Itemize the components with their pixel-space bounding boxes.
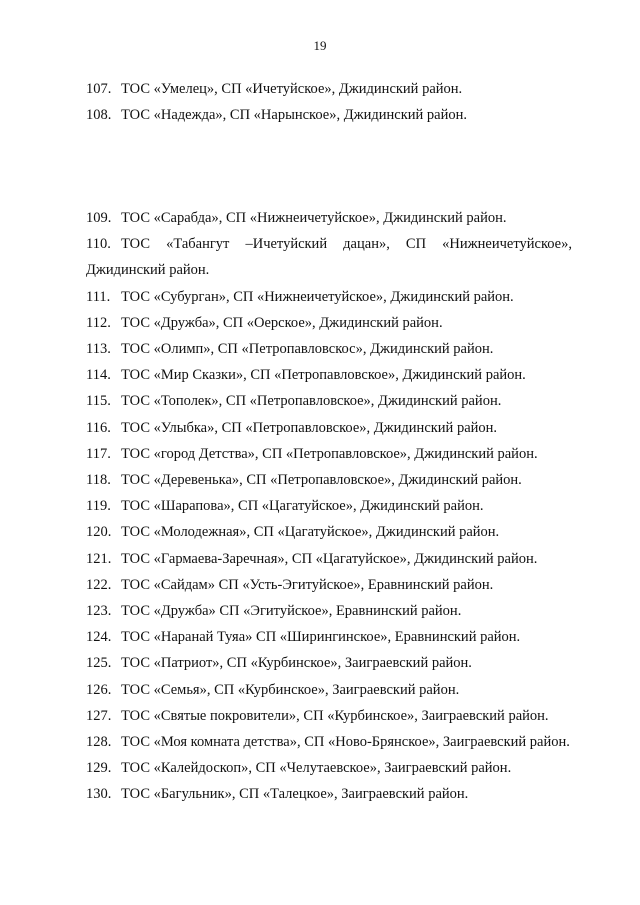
item-text: ТОС «Надежда», СП «Нарынское», Джидинский район. <box>121 107 467 124</box>
item-text: ТОС «Наранай Туяа» СП «Ширингинское», Еравнинский район. <box>121 629 521 646</box>
item-text: ТОС «Табангут –Ичетуйский дацан», СП «Нижнеичетуйское», Джидинский район. <box>86 236 572 279</box>
item-text: ТОС «Калейдоскоп», СП «Челутаевское», Заиграевский район. <box>121 760 512 777</box>
list-item <box>86 336 572 362</box>
list-item <box>86 755 572 781</box>
item-number: 114. <box>86 367 111 384</box>
list-item <box>86 362 572 388</box>
item-text: ТОС «Святые покровители», СП «Курбинское», Заиграевский район. <box>121 707 549 724</box>
item-number: 108. <box>86 107 112 124</box>
item-text: ТОС «Гармаева-Заречная», СП «Цагатуйское», Джидинский район. <box>121 550 538 567</box>
list-item <box>86 231 572 283</box>
list-item <box>86 284 572 310</box>
list-item <box>86 467 572 493</box>
item-text: ТОС «Мир Сказки», СП «Петропавловское», Джидинский район. <box>121 367 526 384</box>
list-item <box>86 598 572 624</box>
item-number: 130. <box>86 786 112 803</box>
item-number: 118. <box>86 472 111 489</box>
item-text: ТОС «Сайдам» СП «Усть-Эгитуйское», Еравнинский район. <box>121 576 494 593</box>
item-number: 115. <box>86 393 111 410</box>
item-text: ТОС «Молодежная», СП «Цагатуйское», Джидинский район. <box>121 524 500 541</box>
item-text: ТОС «город Детства», СП «Петропавловское», Джидинский район. <box>121 445 538 462</box>
list-item <box>86 441 572 467</box>
list-item <box>86 703 572 729</box>
item-text: ТОС «Олимп», СП «Петропавловскос», Джидинский район. <box>121 341 494 358</box>
list-item <box>86 76 572 102</box>
item-number: 126. <box>86 681 112 698</box>
item-number: 125. <box>86 655 112 672</box>
item-text: ТОС «Дружба», СП «Оерское», Джидинский район. <box>121 314 443 331</box>
list-item <box>86 572 572 598</box>
item-text: ТОС «Моя комната детства», СП «Ново-Брянское», Заиграевский район. <box>121 734 570 751</box>
list-item <box>86 729 572 755</box>
item-number: 109. <box>86 210 112 226</box>
item-text: ТОС «Субурган», СП «Нижнеичетуйское», Джидинский район. <box>121 288 514 305</box>
list-item <box>86 546 572 572</box>
item-text: ТОС «Шарапова», СП «Цагатуйское», Джидинский район. <box>121 498 484 515</box>
item-number: 124. <box>86 629 112 646</box>
tos-list-top <box>86 76 572 128</box>
item-text: ТОС «Сарабда», СП «Нижнеичетуйское», Джидинский район. <box>121 210 507 226</box>
item-number: 121. <box>86 550 112 567</box>
item-text: ТОС «Дружба» СП «Эгитуйское», Еравнинский район. <box>121 603 462 620</box>
page-number: 19 <box>313 38 327 53</box>
list-item <box>86 493 572 519</box>
item-number: 120. <box>86 524 112 541</box>
item-number: 107. <box>86 81 112 97</box>
item-number: 111. <box>86 288 111 305</box>
item-number: 128. <box>86 734 112 751</box>
item-text: ТОС «Улыбка», СП «Петропавловское», Джидинский район. <box>121 419 498 436</box>
list-item <box>86 102 572 128</box>
item-text: ТОС «Деревенька», СП «Петропавловское», Джидинский район. <box>121 472 522 489</box>
list-item <box>86 650 572 676</box>
item-text: ТОС «Тополек», СП «Петропавловское», Джидинский район. <box>121 393 502 410</box>
item-number: 122. <box>86 576 112 593</box>
list-item <box>86 388 572 414</box>
tos-list-bottom <box>86 205 572 808</box>
item-number: 116. <box>86 419 111 436</box>
item-text: ТОС «Патриот», СП «Курбинское», Заиграевский район. <box>121 655 472 672</box>
item-text: ТОС «Умелец», СП «Ичетуйское», Джидинский район. <box>121 81 463 97</box>
list-item <box>86 205 572 231</box>
item-number: 119. <box>86 498 111 515</box>
item-text: ТОС «Багульник», СП «Талецкое», Заиграевский район. <box>121 786 469 803</box>
item-number: 129. <box>86 760 112 777</box>
list-item <box>86 624 572 650</box>
item-number: 117. <box>86 445 111 462</box>
list-item <box>86 310 572 336</box>
item-number: 110. <box>86 236 111 253</box>
item-number: 113. <box>86 341 111 358</box>
list-item <box>86 677 572 703</box>
item-text: ТОС «Семья», СП «Курбинское», Заиграевский район. <box>121 681 460 698</box>
list-item <box>86 415 572 441</box>
list-item <box>86 781 572 807</box>
item-number: 127. <box>86 707 112 724</box>
item-number: 112. <box>86 314 111 331</box>
item-number: 123. <box>86 603 112 620</box>
list-item <box>86 519 572 545</box>
